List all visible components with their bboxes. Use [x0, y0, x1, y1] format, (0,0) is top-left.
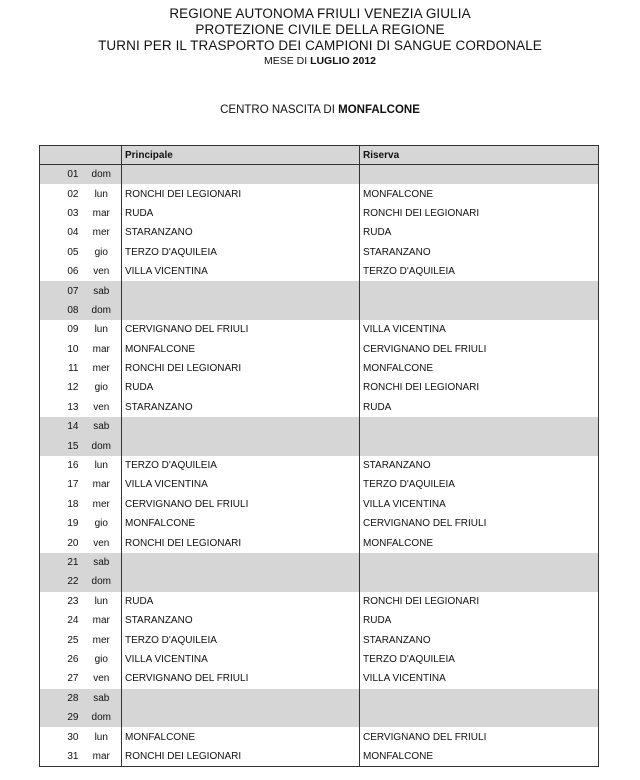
- riserva-cell: [360, 417, 599, 436]
- day-number: 27: [40, 669, 82, 688]
- table-row: [40, 301, 599, 320]
- principale-cell: RUDA: [122, 204, 360, 223]
- weekday: mar: [82, 340, 122, 359]
- shift-table-body: [40, 165, 599, 767]
- principale-cell: VILLA VICENTINA: [122, 475, 360, 494]
- principale-cell: RUDA: [122, 592, 360, 611]
- table-row: [40, 262, 599, 281]
- header-day-number: [40, 146, 82, 165]
- principale-cell: RONCHI DEI LEGIONARI: [122, 184, 360, 203]
- day-number: 28: [40, 689, 82, 708]
- table-row: [40, 340, 599, 359]
- riserva-cell: TERZO D'AQUILEIA: [360, 475, 599, 494]
- day-number: 08: [40, 301, 82, 320]
- riserva-cell: RUDA: [360, 611, 599, 630]
- weekday: mer: [82, 223, 122, 242]
- principale-cell: MONFALCONE: [122, 727, 360, 746]
- weekday: gio: [82, 243, 122, 262]
- day-number: 06: [40, 262, 82, 281]
- day-number: 31: [40, 747, 82, 767]
- day-number: 07: [40, 281, 82, 300]
- riserva-cell: RONCHI DEI LEGIONARI: [360, 592, 599, 611]
- table-row: [40, 611, 599, 630]
- weekday: dom: [82, 436, 122, 455]
- principale-cell: [122, 436, 360, 455]
- riserva-cell: [360, 572, 599, 591]
- weekday: mar: [82, 747, 122, 767]
- table-row: [40, 223, 599, 242]
- month-prefix: MESE DI: [263, 55, 311, 67]
- table-row: [40, 572, 599, 591]
- day-number: 05: [40, 243, 82, 262]
- riserva-cell: CERVIGNANO DEL FRIULI: [360, 727, 599, 746]
- principale-cell: [122, 572, 360, 591]
- principale-cell: CERVIGNANO DEL FRIULI: [122, 669, 360, 688]
- weekday: gio: [82, 650, 122, 669]
- riserva-cell: TERZO D'AQUILEIA: [360, 650, 599, 669]
- day-number: 03: [40, 204, 82, 223]
- principale-cell: RONCHI DEI LEGIONARI: [122, 747, 360, 767]
- principale-cell: CERVIGNANO DEL FRIULI: [122, 320, 360, 339]
- department-title: PROTEZIONE CIVILE DELLA REGIONE: [195, 22, 445, 37]
- document-header: [0, 6, 640, 68]
- riserva-cell: STARANZANO: [360, 456, 599, 475]
- riserva-cell: RONCHI DEI LEGIONARI: [360, 378, 599, 397]
- day-number: 20: [40, 533, 82, 552]
- weekday: dom: [82, 708, 122, 727]
- principale-cell: [122, 281, 360, 300]
- riserva-cell: [360, 708, 599, 727]
- table-row: [40, 417, 599, 436]
- principale-cell: RONCHI DEI LEGIONARI: [122, 359, 360, 378]
- riserva-cell: MONFALCONE: [360, 184, 599, 203]
- day-number: 23: [40, 592, 82, 611]
- table-row: [40, 456, 599, 475]
- riserva-cell: VILLA VICENTINA: [360, 495, 599, 514]
- weekday: sab: [82, 417, 122, 436]
- center-name: MONFALCONE: [338, 104, 420, 116]
- table-row: [40, 553, 599, 572]
- day-number: 09: [40, 320, 82, 339]
- month-line: [0, 54, 640, 68]
- table-row: [40, 727, 599, 746]
- riserva-cell: STARANZANO: [360, 630, 599, 649]
- day-number: 22: [40, 572, 82, 591]
- principale-cell: [122, 708, 360, 727]
- table-row: [40, 243, 599, 262]
- riserva-cell: RUDA: [360, 398, 599, 417]
- weekday: mar: [82, 611, 122, 630]
- principale-cell: [122, 301, 360, 320]
- principale-cell: TERZO D'AQUILEIA: [122, 456, 360, 475]
- weekday: sab: [82, 281, 122, 300]
- principale-cell: STARANZANO: [122, 398, 360, 417]
- center-prefix: CENTRO NASCITA DI: [220, 104, 339, 116]
- principale-cell: STARANZANO: [122, 223, 360, 242]
- day-number: 18: [40, 495, 82, 514]
- riserva-cell: TERZO D'AQUILEIA: [360, 262, 599, 281]
- day-number: 12: [40, 378, 82, 397]
- principale-cell: RONCHI DEI LEGIONARI: [122, 533, 360, 552]
- header-principale: Principale: [122, 146, 360, 165]
- day-number: 21: [40, 553, 82, 572]
- riserva-cell: MONFALCONE: [360, 533, 599, 552]
- riserva-cell: MONFALCONE: [360, 359, 599, 378]
- riserva-cell: CERVIGNANO DEL FRIULI: [360, 340, 599, 359]
- riserva-cell: [360, 301, 599, 320]
- principale-cell: VILLA VICENTINA: [122, 650, 360, 669]
- weekday: ven: [82, 533, 122, 552]
- weekday: sab: [82, 689, 122, 708]
- principale-cell: CERVIGNANO DEL FRIULI: [122, 495, 360, 514]
- weekday: dom: [82, 165, 122, 185]
- day-number: 11: [40, 359, 82, 378]
- table-row: [40, 320, 599, 339]
- weekday: ven: [82, 398, 122, 417]
- table-row: [40, 378, 599, 397]
- riserva-cell: CERVIGNANO DEL FRIULI: [360, 514, 599, 533]
- weekday: lun: [82, 592, 122, 611]
- weekday: sab: [82, 553, 122, 572]
- weekday: mer: [82, 630, 122, 649]
- weekday: lun: [82, 320, 122, 339]
- weekday: gio: [82, 378, 122, 397]
- riserva-cell: VILLA VICENTINA: [360, 320, 599, 339]
- riserva-cell: RONCHI DEI LEGIONARI: [360, 204, 599, 223]
- day-number: 02: [40, 184, 82, 203]
- riserva-cell: [360, 436, 599, 455]
- weekday: lun: [82, 727, 122, 746]
- weekday: ven: [82, 669, 122, 688]
- table-row: [40, 436, 599, 455]
- table-row: [40, 398, 599, 417]
- principale-cell: RUDA: [122, 378, 360, 397]
- day-number: 14: [40, 417, 82, 436]
- day-number: 01: [40, 165, 82, 185]
- month-value: LUGLIO 2012: [310, 55, 377, 67]
- birth-center-title: [0, 104, 640, 116]
- principale-cell: [122, 417, 360, 436]
- region-title: REGIONE AUTONOMA FRIULI VENEZIA GIULIA: [169, 6, 471, 21]
- principale-cell: STARANZANO: [122, 611, 360, 630]
- principale-cell: TERZO D'AQUILEIA: [122, 630, 360, 649]
- riserva-cell: STARANZANO: [360, 243, 599, 262]
- shift-table: [39, 145, 599, 767]
- table-row: [40, 747, 599, 767]
- table-row: [40, 359, 599, 378]
- table-header-row: [40, 146, 599, 165]
- document-title: TURNI PER IL TRASPORTO DEI CAMPIONI DI SANGUE CORDONALE: [98, 38, 542, 53]
- table-row: [40, 689, 599, 708]
- riserva-cell: [360, 281, 599, 300]
- table-row: [40, 184, 599, 203]
- weekday: lun: [82, 184, 122, 203]
- weekday: lun: [82, 456, 122, 475]
- table-row: [40, 165, 599, 185]
- header-weekday: [82, 146, 122, 165]
- weekday: mar: [82, 475, 122, 494]
- weekday: mer: [82, 495, 122, 514]
- principale-cell: [122, 689, 360, 708]
- day-number: 25: [40, 630, 82, 649]
- weekday: dom: [82, 301, 122, 320]
- riserva-cell: [360, 553, 599, 572]
- table-row: [40, 514, 599, 533]
- weekday: mar: [82, 204, 122, 223]
- day-number: 04: [40, 223, 82, 242]
- weekday: gio: [82, 514, 122, 533]
- table-row: [40, 281, 599, 300]
- table-row: [40, 592, 599, 611]
- table-row: [40, 708, 599, 727]
- day-number: 10: [40, 340, 82, 359]
- riserva-cell: RUDA: [360, 223, 599, 242]
- weekday: dom: [82, 572, 122, 591]
- day-number: 17: [40, 475, 82, 494]
- table-row: [40, 495, 599, 514]
- principale-cell: [122, 553, 360, 572]
- riserva-cell: [360, 689, 599, 708]
- day-number: 26: [40, 650, 82, 669]
- day-number: 16: [40, 456, 82, 475]
- table-row: [40, 533, 599, 552]
- riserva-cell: VILLA VICENTINA: [360, 669, 599, 688]
- principale-cell: VILLA VICENTINA: [122, 262, 360, 281]
- principale-cell: [122, 165, 360, 185]
- table-row: [40, 650, 599, 669]
- day-number: 19: [40, 514, 82, 533]
- day-number: 15: [40, 436, 82, 455]
- table-row: [40, 204, 599, 223]
- principale-cell: MONFALCONE: [122, 514, 360, 533]
- weekday: ven: [82, 262, 122, 281]
- riserva-cell: MONFALCONE: [360, 747, 599, 767]
- principale-cell: TERZO D'AQUILEIA: [122, 243, 360, 262]
- table-row: [40, 475, 599, 494]
- day-number: 24: [40, 611, 82, 630]
- table-row: [40, 669, 599, 688]
- day-number: 29: [40, 708, 82, 727]
- day-number: 13: [40, 398, 82, 417]
- principale-cell: MONFALCONE: [122, 340, 360, 359]
- header-riserva: Riserva: [360, 146, 599, 165]
- day-number: 30: [40, 727, 82, 746]
- weekday: mer: [82, 359, 122, 378]
- riserva-cell: [360, 165, 599, 185]
- table-row: [40, 630, 599, 649]
